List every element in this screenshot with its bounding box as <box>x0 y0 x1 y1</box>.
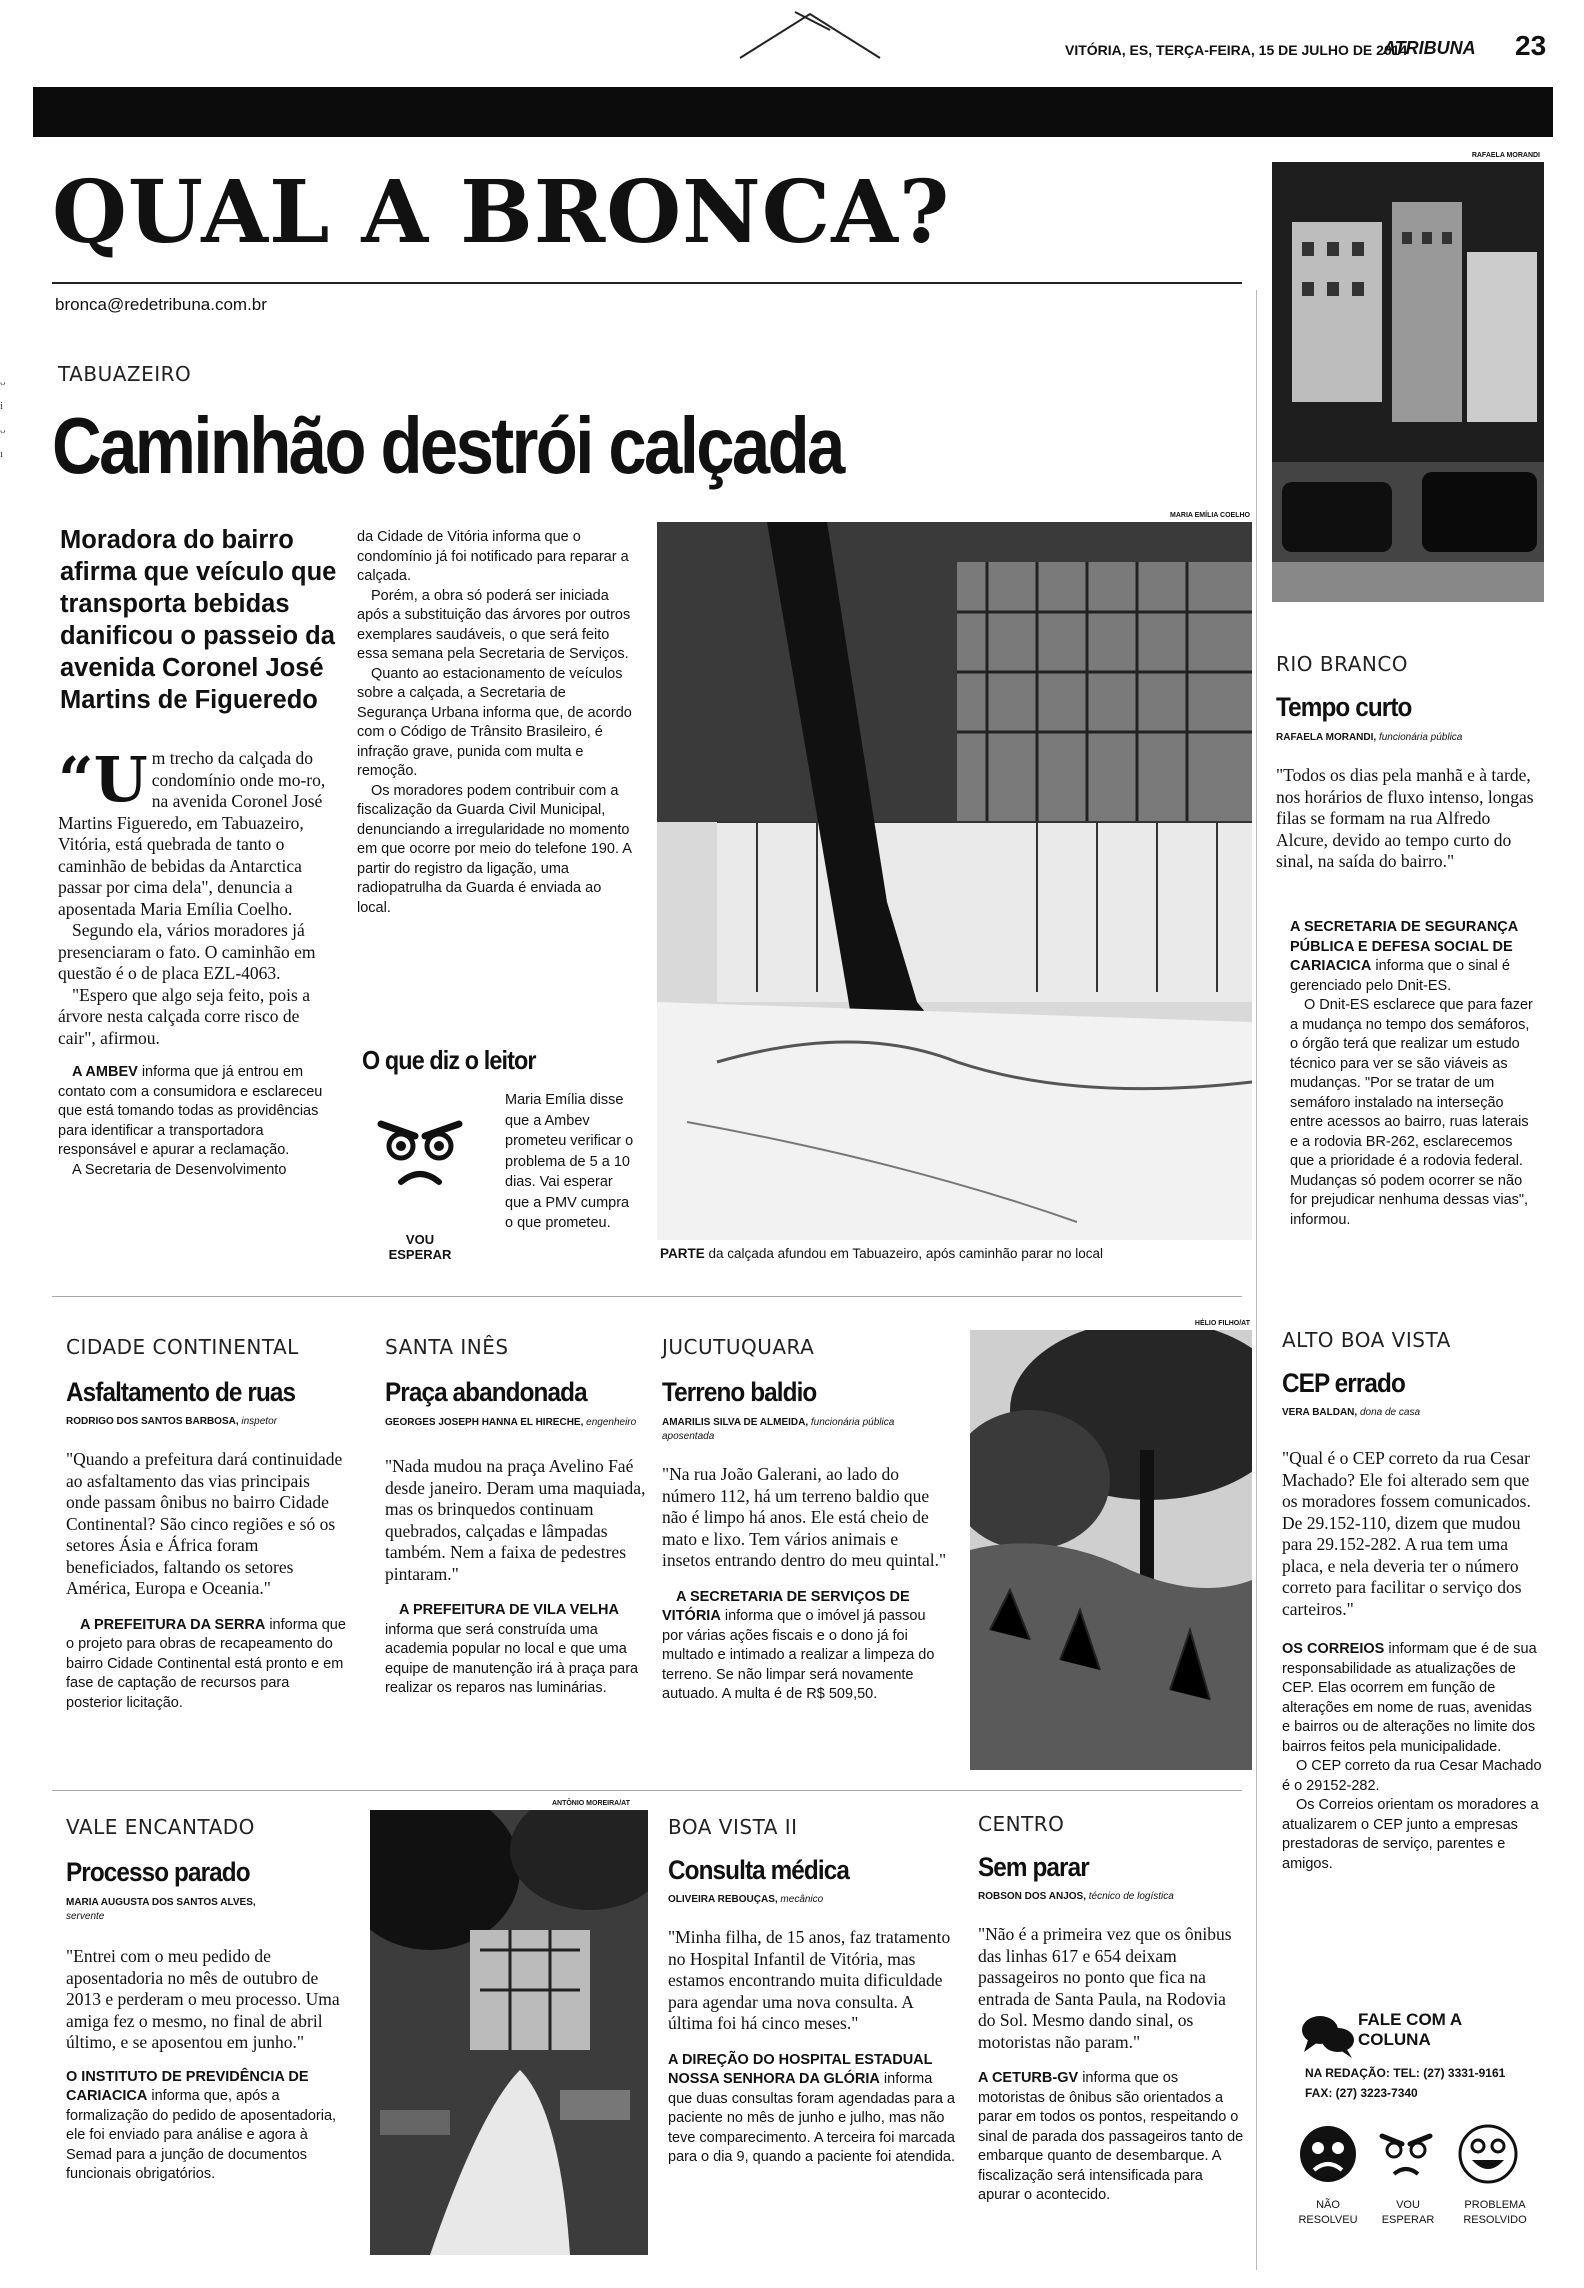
col2-p2: Porém, a obra só poderá ser iniciada após a substituição das árvores por outros exemplares saudáveis, o que será feito essa semana pela Secretaria de Serviços. <box>357 587 631 662</box>
reader-face-label: VOU ESPERAR <box>388 1232 452 1262</box>
resp-text-2: O Dnit-ES esclarece que para fazer a mudança no tempo dos semáforos, o órgão terá que realizar um estudo técnico para ver se são viáveis as mudanças. "Por se tratar de um semáforo instalado na interseção entre acessos ao bairro, ruas laterais e a rodovia BR-262, esclarecemos que a prioridade é a rodovia federal. Mudanças só podem ocorrer se não for prejudicar nenhuma dessas vias", informou. <box>1290 997 1533 1228</box>
side-photo <box>1272 162 1544 602</box>
story-alto-boa-vista <box>1282 1328 1542 1874</box>
resp-text: informa que duas consultas foram agendadas para a paciente no mês de junho e julho, mas não teve comparecimento. A terceira foi marcada para o dia 9, quando a paciente foi atendida. <box>668 2071 956 2165</box>
main-resp1 <box>58 1063 338 1161</box>
reader-text: Maria Emília disse que a Ambev prometeu verificar o problema de 5 a 10 dias. Vai esperar que a PMV cumpra o que prometeu. <box>505 1092 634 1231</box>
story-title: Praça abandonada <box>385 1377 587 1407</box>
side-photo-credit: RAFAELA MORANDI <box>1471 152 1540 159</box>
not-resolved-face-icon <box>1296 2122 1360 2186</box>
jucutuquara-photo <box>970 1330 1252 1770</box>
story-title: CEP errado <box>1282 1368 1405 1398</box>
story-quote: "Qual é o CEP correto da rua Cesar Machado? Ele foi alterado sem que os moradores fossem comunicados. De 29.152-110, dizem que mudou para 29.152-282. A rua tem uma placa, e nela deveria ter o número correto para facilitar o serviço dos carteiros." <box>1282 1448 1531 1619</box>
side-quote: "Todos os dias pela manhã e à tarde, nos horários de fluxo intenso, longas filas se formam na rua Alfredo Alcure, devido ao tempo curto do sinal, na saída do bairro." <box>1276 765 1534 871</box>
main-kicker: TABUAZEIRO <box>58 362 192 386</box>
story-kicker: ALTO BOA VISTA <box>1282 1328 1451 1352</box>
photo-credit: ANTÔNIO MOREIRA/AT <box>551 1800 630 1807</box>
resp-lead: A AMBEV <box>72 1064 138 1080</box>
resp-lead: A PREFEITURA DE VILA VELHA <box>399 1602 619 1618</box>
waiting-face-icon <box>375 1112 465 1192</box>
story-quote: "Nada mudou na praça Avelino Faé desde janeiro. Deram uma maquiada, mas os brinquedos continuam quebrados, calçadas e lâmpadas também. Nem a faixa de pedestres pintaram." <box>385 1456 646 1584</box>
story-kicker: CIDADE CONTINENTAL <box>66 1335 299 1359</box>
scan-mark-icon <box>735 6 885 66</box>
byline-name: RODRIGO DOS SANTOS BARBOSA, <box>66 1416 239 1427</box>
byline-role: servente <box>66 1911 105 1922</box>
resp-lead: A CETURB-GV <box>978 2070 1079 2086</box>
byline-role: técnico de logística <box>1088 1891 1174 1902</box>
resp-lead: OS CORREIOS <box>1282 1641 1385 1657</box>
tel-label: NA REDAÇÃO: <box>1305 2066 1390 2080</box>
margin-marks: ᴗ i ᴗ ı <box>0 376 6 460</box>
side-byline <box>1276 732 1462 743</box>
resp-text: informam que é de sua responsabilidade as atualizações de CEP. Elas ocorrem em função de alterações em nome de ruas, avenidas e bairros ou de alterações no limite dos bairros feitos pela municipalidade. <box>1282 1641 1537 1755</box>
reader-title: O que diz o leitor <box>362 1045 536 1075</box>
story-centro <box>978 1812 1246 2206</box>
byline-name: OLIVEIRA REBOUÇAS, <box>668 1894 778 1905</box>
main-deck: Moradora do bairro afirma que veículo que transporta bebidas danificou o passeio da avenida Coronel José Martins de Figueredo <box>60 526 337 714</box>
email-link[interactable]: bronca@redetribuna.com.br <box>55 295 267 314</box>
story-quote: "Na rua João Galerani, ao lado do número 112, há um terreno baldio que não é limpo há anos. Ele está cheio de mato e lixo. Tem vários animais e insetos entrando dentro do meu quintal." <box>662 1464 947 1570</box>
story-santa-ines <box>385 1335 647 1699</box>
resp-lead: A SECRETARIA DE SEGURANÇA PÚBLICA E DEFESA SOCIAL DE CARIACICA <box>1290 919 1518 974</box>
caption-text: da calçada afundou em Tabuazeiro, após caminhão parar no local <box>708 1246 1104 1261</box>
resp-text: informa que o imóvel já passou por várias ações fiscais e o dono já foi multado e intimado a realizar a limpeza do terreno. Se não limpar será novamente autuado. A multa é de R$ 509,50. <box>662 1608 935 1702</box>
story-vale-encantado <box>66 1815 346 2185</box>
resp-lead: A SECRETARIA DE SERVIÇOS DE VITÓRIA <box>662 1588 910 1624</box>
story-title: Processo parado <box>66 1857 250 1887</box>
main-col1 <box>58 743 338 1180</box>
resp-text: informa que já entrou em contato com a consumidora e esclareceu que está tomando todas as providências para identificar a transportadora responsável e apurar a reclamação. <box>58 1064 323 1158</box>
story-title: Asfaltamento de ruas <box>66 1377 296 1407</box>
col2-p1: da Cidade de Vitória informa que o condomínio já foi notificado para reparar a calçada. <box>357 529 629 584</box>
side-response <box>1290 918 1540 1230</box>
byline-name: GEORGES JOSEPH HANNA EL HIRECHE, <box>385 1417 584 1428</box>
dropcap: U <box>93 743 148 816</box>
contact-tel <box>1305 2066 1505 2080</box>
story-kicker: JUCUTUQUARA <box>662 1335 815 1359</box>
side-kicker: RIO BRANCO <box>1276 652 1409 676</box>
resp-text-2: O CEP correto da rua Cesar Machado é o 29152-282. <box>1282 1758 1542 1794</box>
main-p3: "Espero que algo seja feito, pois a árvore nesta calçada corre risco de cair", afirmou. <box>58 984 310 1048</box>
resp-lead: A DIREÇÃO DO HOSPITAL ESTADUAL NOSSA SENHORA DA GLÓRIA <box>668 2051 933 2087</box>
byline-name: AMARILIS SILVA DE ALMEIDA, <box>662 1417 809 1428</box>
story-kicker: BOA VISTA II <box>668 1815 798 1839</box>
photo-credit: HÉLIO FILHO/AT <box>1194 1320 1250 1327</box>
main-lead: “U m trecho da calçada do condomínio onde mo-ro, na avenida Coronel José Martins Figueredo, em Tabuazeiro, Vitória, está quebrada de tanto o caminhão de bebidas da Antarctica passar por cima dela", denuncia a aposentada Maria Emília Coelho. <box>58 743 326 919</box>
story-quote: "Entrei com o meu pedido de aposentadoria no mês de outubro de 2013 e perderam o meu processo. Uma amiga fez o mesmo, no final de abril último, e se aposentou em junho." <box>66 1946 340 2052</box>
resp-text: informa que o projeto para obras de recapeamento do bairro Cidade Continental está pronto e em fase de captação de recursos para posterior licitação. <box>66 1616 346 1711</box>
col2-p3: Quanto ao estacionamento de veículos sobre a calçada, a Secretaria de Segurança Urbana informa que, de acordo com o Código de Trânsito Brasileiro, é infração grave, punida com multa e remoção. <box>357 665 632 779</box>
main-col2 <box>357 528 639 918</box>
story-kicker: CENTRO <box>978 1812 1065 1836</box>
photo-caption <box>660 1246 1103 1261</box>
main-photo <box>657 522 1252 1240</box>
contact-title: FALE COM A COLUNA <box>1358 2010 1462 2049</box>
legend-not-resolved: NÃO RESOLVEU <box>1298 2199 1358 2226</box>
divider <box>52 1296 1242 1297</box>
main-resp2: A Secretaria de Desenvolvimento <box>72 1161 287 1178</box>
resp-text-3: Os Correios orientam os moradores a atualizarem o CEP junto a empresas prestadoras de serviço, parentes e amigos. <box>1282 1797 1539 1872</box>
byline-role: funcionária pública <box>1378 732 1463 743</box>
column-title: QUAL A BRONCA? <box>52 162 951 263</box>
column-rule <box>1256 290 1257 2270</box>
tel-number[interactable]: TEL: (27) 3331-9161 <box>1393 2066 1506 2080</box>
story-jucutuquara <box>662 1335 962 1705</box>
page-number: 23 <box>1515 30 1547 61</box>
photo-credit: MARIA EMÍLIA COELHO <box>1170 512 1250 519</box>
byline-name: RAFAELA MORANDI, <box>1276 732 1377 743</box>
story-quote: "Quando a prefeitura dará continuidade ao asfaltamento das vias principais onde passam ônibus no bairro Cidade Continental? São cinco regiões e só os setores Ásia e África foram beneficiados, faltando os setores América, Europa e Oceania." <box>66 1449 343 1598</box>
story-cidade-continental <box>66 1335 346 1713</box>
byline-role: mecânico <box>780 1894 824 1905</box>
story-title: Terreno baldio <box>662 1377 817 1407</box>
resp-lead: A PREFEITURA DA SERRA <box>80 1616 266 1633</box>
byline-role: inspetor <box>241 1416 277 1427</box>
header-bar <box>33 87 1553 137</box>
caption-lead: PARTE <box>660 1246 705 1261</box>
story-kicker: SANTA INÊS <box>385 1335 509 1359</box>
resp-text: informa que o sinal é gerenciado pelo Dnit-ES. <box>1290 958 1510 994</box>
dateline: VITÓRIA, ES, TERÇA-FEIRA, 15 DE JULHO DE 2014 <box>1065 42 1408 58</box>
contact-fax[interactable]: FAX: (27) 3223-7340 <box>1305 2086 1418 2100</box>
byline-name: ROBSON DOS ANJOS, <box>978 1891 1086 1902</box>
main-headline: Caminhão destrói calçada <box>52 401 843 490</box>
byline-role: funcionária pública aposentada <box>662 1417 895 1442</box>
side-title: Tempo curto <box>1276 692 1412 722</box>
story-title: Consulta médica <box>668 1855 849 1885</box>
resp-text: informa que, após a formalização do pedido de aposentadoria, ele foi enviado para análise e agora à Semad para a junção de documentos funcionais obrigatórios. <box>66 2088 337 2182</box>
divider <box>52 1790 1242 1791</box>
byline-name: VERA BALDAN, <box>1282 1407 1358 1418</box>
resp-text: informa que será construída uma academia popular no local e que uma equipe de manutenção irá à praça para realizar os reparos nas luminárias. <box>385 1621 639 1696</box>
resp-text: informa que os motoristas de ônibus são orientados a parar em todos os pontos, respeitando o sinal de parada dos passageiros tanto de embarque quanto de desembarque. A fiscalização será intensificada para apurar o acontecido. <box>978 2070 1244 2203</box>
col2-p4: Os moradores podem contribuir com a fiscalização da Guarda Civil Municipal, denunciando a irregularidade no momento em que ocorre por meio do telefone 190. A partir do registro da ligação, uma radiopatrulha da Guarda é enviada ao local. <box>357 782 632 916</box>
story-title: Sem parar <box>978 1852 1089 1882</box>
story-boa-vista-ii <box>668 1815 958 2168</box>
story-quote: "Minha filha, de 15 anos, faz tratamento no Hospital Infantil de Vitória, mas estamos encontrando muita dificuldade para agendar uma nova consulta. A última foi há cinco meses." <box>668 1927 951 2033</box>
resolved-face-icon <box>1456 2122 1520 2186</box>
story-kicker: VALE ENCANTADO <box>66 1815 255 1839</box>
byline-role: engenheiro <box>586 1417 637 1428</box>
paper-name: ATRIBUNA <box>1383 38 1476 58</box>
main-p2: Segundo ela, vários moradores já presenciaram o fato. O caminhão em questão é o de placa EZL-4063. <box>58 920 316 983</box>
lead-text: m trecho da calçada do condomínio onde mo-ro, na avenida Coronel José Martins Figueredo, em Tabuazeiro, Vitória, está quebrada de tanto o caminhão de bebidas da Antarctica passar por cima dela", denuncia a aposentada Maria Emília Coelho. <box>58 748 326 919</box>
divider <box>52 282 1242 284</box>
legend-resolved: PROBLEMA RESOLVIDO <box>1463 2199 1527 2226</box>
resp-lead: O INSTITUTO DE PREVIDÊNCIA DE CARIACICA <box>66 2068 309 2104</box>
speech-bubbles-icon <box>1300 2010 1356 2060</box>
vale-encantado-photo <box>370 1810 648 2255</box>
story-quote: "Não é a primeira vez que os ônibus das linhas 617 e 654 deixam passageiros no ponto que fica na entrada de Santa Paula, na Rodovia do Sol. Mesmo dando sinal, os motoristas não param." <box>978 1924 1232 2052</box>
waiting-face-icon <box>1376 2126 1436 2182</box>
byline-name: MARIA AUGUSTA DOS SANTOS ALVES, <box>66 1897 256 1908</box>
legend-waiting: VOU ESPERAR <box>1381 2199 1435 2226</box>
byline-role: dona de casa <box>1359 1407 1421 1418</box>
